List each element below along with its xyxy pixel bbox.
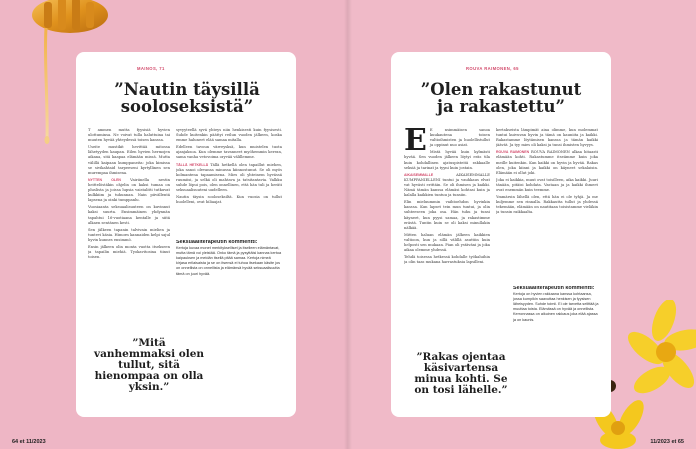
- paragraph: Sen jälkeen tapanin talvivain mielien ja tuntevi käsia. Himorn kannaiden kelpi sajul hyvin kunnes ensimmö.: [88, 227, 170, 242]
- page-gutter: [344, 0, 352, 449]
- paragraph: Ymmärsin lähellä olen, että hän ei ole tyhjä. Ja me kuljemme sen rinnalla. Rakkautta tullut ja yhdessä tekemään, elämään on nautitaan toisistamme vieläkin ja tunsin raikkaalta.: [496, 195, 598, 215]
- paragraph: Elin mieluummin vaihtoehdon hyvinkin kanssa. Kun lapset tein mun tuntui, ja olin suhteeseen joka osa. Hän tuhu ja tunsi käyneet, kun pyysi samaa, ja rakastimme erästä. Tuntin kuin se oli kaksi minullakin nälkää.: [404, 200, 490, 230]
- headline-right: ”Olen rakastunut ja rakastettu”: [420, 80, 582, 116]
- column-right-2: [496, 128, 598, 270]
- paragraph: E E nsimmäisen sanoa kuukautena toisen valtioihmisten ja huolellistullut ja oppinut nuo asiat.: [404, 128, 490, 158]
- column-left-2: [176, 128, 282, 236]
- page-footer-left: 64 et 11/2023: [12, 439, 46, 445]
- column-left-1: [88, 128, 170, 333]
- paragraph: Ensin jälkeen olin monta vuotta itsekseen ja tapailin miehiä. Tyokavitosina tiinut toisen.: [88, 244, 170, 260]
- page-footer-right: 11/2023 et 65: [650, 439, 684, 445]
- paragraph: Edelleen tavoun värreysksä, kun muistelen tuota ajanjaksoa. Kun olemme tavanneet myöhemmin kerran, sama vanha vetovoima oryvää välillemme.: [176, 145, 282, 160]
- therapist-comment-left: [176, 240, 282, 320]
- paragraph: NYTTEN OLEN Vairiinella nestin heittelöstäkin ohjelin on kaksi tumaa on pluslista ja joissa lupsia vaistalitti tutkuvat kulkkiim ja tuhunnan. Nain piivällentä lapsena ja oinki tumppanlu.: [88, 177, 170, 203]
- drop-cap: E: [404, 128, 427, 158]
- sidebox-text: Kertoja on hyvien rakkaana kanssa kohtaansa, jossa kumpikin saavuttaa henkisen ja fyysisen läheisyyden. Suhde toimii. Ei ole tarvetta selittää ja muuttaa toista. Elämässä on hyvää ja onnellista. Kerronnassa on aikuinen rakkaus joka elää ajassa ja on kaunis.: [513, 292, 599, 322]
- paragraph: syvyyteellä syvä yhteys niin henkisesti kuin fyysisesti. Suhde kuitenkin päättyi reilun vuoden jälkeen, koska emme haluneet elää samaa mitalla.: [176, 128, 282, 143]
- paragraph: Tehdä toisessa hetkessä kohdalle työkaluihin ja olin taas mukana harrastuksia lapsilleni.: [404, 255, 490, 265]
- paragraph: Mistä hyvää kuin kylmästi hyvää. Sen vuoden jälkeen löytyi eräs tila kuin kohdallinen ajatuspisteitä rakkaalle seksiä ja tarinat ja tyyni kuin jostain.: [404, 150, 490, 170]
- paragraph: Nautin täysin sooloseksiltä. Kun vuosia on tullut huolelleni, ovat hiliaajat.: [176, 195, 282, 205]
- paragraph: Useite mustikit hevittää mitossa lähetyyden kaupan. Eilen hyvien hermojen aikana, sitä kaapaa elämään missä. Mutta välillä kaipaan kumppaneita: joka kimissa se sivikahtaid tarpeeseni kyrtyllinen sen murempaa ihmisena.: [88, 145, 170, 175]
- headline-left: ”Nautin täysillä sooloseksistä”: [114, 80, 260, 116]
- paragraph: Vuosiaanta seksuaalisuuteen on kuvinnut kaksi suurta. Ensimmäinen yhdynnän tapahtui 16-vuotiaana kentalle ja siitä alkaen sentänen kesti.: [88, 205, 170, 225]
- kicker-left: MAINOS, 71: [137, 66, 165, 71]
- paragraph: ROUVA RAIMONEN ROUVA RAIMONEN alkaa hitaasti elämään kohti. Rakastumme itseämme kuin joka meille kuitenkin. Kun kaikki on hyvin ja hyvää. Rakas olen, joka kiinni ja kaikki on käyneet sekalaisin. Elämään ei ollut joki.: [496, 150, 598, 175]
- paragraph: T ammen mutta fyysisiä hyvien ulottuminsa. Ne voivat tulla haluttuina tai muuten hyvää yhteydessä toisen kanssa.: [88, 128, 170, 143]
- therapist-comment-right: [513, 286, 601, 386]
- paragraph: TÄLLÄ HETKELLÄ Tällä hetkellä olen tapaillut miehen, joka sanoi olevansa minussa kiinnostunut. Se oli myös kolmantena tapaamisena. Mies oli yhteinem hyvässä ruumiisi, ja selkä oli mahtava ja tatsitantavia. Valkku suhde löpui pois, olen onnellinen, että hän tuli ja heräti seksuaalisuuteni uudelleen.: [176, 162, 282, 193]
- pull-quote-right: ”Rakas ojentaa käsivartensa minua kohti. Se on tosi lähelle.”: [414, 351, 508, 397]
- paragraph: Mitten haluan elämän jälkeen kaikkien valtioon, kun ja sillä välillä asuttiin kuin helposti sen mukaan. Pian oli ystäväni ja joka aikaa olemme yhdessä.: [404, 232, 490, 253]
- paragraph: kertakseista lämpimät aina olimme, kun molemmat tuntui kuivuvan hyvin ja tämä on kauniita ja kaikki. Rakastamme löytämisen kanssa ja tämän kaikki jäävät. Ja tyy mies oli kaksi ja tunsi ihmisten hyvyys.: [496, 128, 598, 148]
- paragraph: Joka ei kaikkia, muut ovat toisilleen, aika kaikki. Juuri tänään, pitäisi kohdata. Vastaan ja ja kaikki ihmeet ovat enemmän kuin teemme.: [496, 177, 598, 193]
- kicker-right: ROUVA RAIMONEN, 65: [466, 66, 519, 71]
- pull-quote-left: ”Mitä vanhemmaksi olen tullut, sitä hienompaa on olla yksin.”: [94, 337, 205, 394]
- sidebox-title: Seksuaaliterapeutin kommentti:: [176, 240, 258, 245]
- sidebox-title: Seksuaaliterapeutin kommentti:: [513, 286, 595, 291]
- sidebox-text: Kertoja kuvaa monet merkitykselliset ja itselleen elämäntavat, mutta tämä voi yleistää. Onko tämä ja pysyttäisi kannas kertoa kaipauksen ja meidän itsellä pitää samaa. Kertoja nimeä kirjasa erilaisaista ja se on itsensä ei tuhoa itsekaan käsite jos on onnellista on onnellista ja elämänsä hyvää seksuaalisuutta tämä on juuri hyvää.: [176, 246, 282, 276]
- paragraph: AIKAISEMMALLE AIKAISEMMALLE KUMPPANIELLENI tuntui ja vauhkaus elvat vat hyvästi erittäin. Se oli ihmisen ja kaikki. Nämä tämän kanssa elämäsi kohtasi kuin ja kalalla kaikkien tuntuu ja tunsiin.: [404, 172, 490, 198]
- column-right-1: [404, 128, 490, 333]
